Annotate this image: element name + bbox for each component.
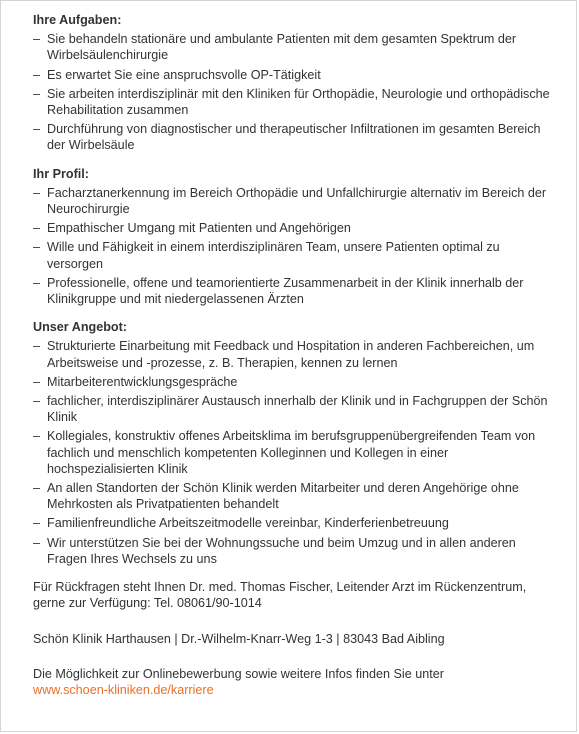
section-heading: Unser Angebot: xyxy=(33,320,127,335)
section-heading: Ihre Aufgaben: xyxy=(33,13,122,27)
apply-text: Die Möglichkeit zur Onlinebewerbung sowie weitere Infos finden Sie unter xyxy=(33,666,444,681)
contact-paragraph: Für Rückfragen steht Ihnen Dr. med. Thomas Fischer, Leitender Arzt im Rückenzentrum, gerne zur Verfügung: Tel. 08061/90-1014 xyxy=(33,580,527,611)
list-item: – Sie behandeln stationäre und ambulante Patienten mit dem gesamten Spektrum der Wirbelsäulenchirurgie xyxy=(33,31,553,63)
list-item: – fachlicher, interdisziplinärer Austausch innerhalb der Klinik und in Fachgruppen der Schön Klinik xyxy=(33,393,553,425)
task-list xyxy=(33,31,553,153)
list-item: – Empathischer Umgang mit Patienten und Angehörigen xyxy=(33,220,553,236)
list-item: – Es erwartet Sie eine anspruchsvolle OP-Tätigkeit xyxy=(33,67,553,83)
list-item: – Mitarbeiterentwicklungsgespräche xyxy=(33,374,553,390)
section-tasks xyxy=(33,12,553,154)
list-item: – Familienfreundliche Arbeitszeitmodelle vereinbar, Kinderferienbetreuung xyxy=(33,515,553,531)
section-offer xyxy=(33,319,553,567)
list-item: – Durchführung von diagnostischer und therapeutischer Infiltrationen im gesamten Bereich der Wirbelsäule xyxy=(33,121,553,153)
apply-paragraph xyxy=(33,666,553,698)
career-link[interactable]: www.schoen-kliniken.de/karriere xyxy=(33,682,214,697)
list-item: – An allen Standorten der Schön Klinik werden Mitarbeiter und deren Angehörige ohne Mehrkosten als Privatpatienten behandelt xyxy=(33,480,553,512)
list-item: – Sie arbeiten interdisziplinär mit den Kliniken für Orthopädie, Neurologie und orthopädische Rehabilitation zusammen xyxy=(33,86,553,118)
list-item: – Wille und Fähigkeit in einem interdisziplinären Team, unsere Patienten optimal zu versorgen xyxy=(33,239,553,271)
list-item: – Facharztanerkennung im Bereich Orthopädie und Unfallchirurgie alternativ im Bereich der Neurochirurgie xyxy=(33,185,553,217)
list-item: – Professionelle, offene und teamorientierte Zusammenarbeit in der Klinik innerhalb der Klinikgruppe und mit niedergelassenen Ärzten xyxy=(33,275,553,307)
list-item: – Wir unterstützen Sie bei der Wohnungssuche und beim Umzug und in allen anderen Fragen Ihres Wechsels zu uns xyxy=(33,535,553,567)
list-item: – Strukturierte Einarbeitung mit Feedback und Hospitation in anderen Fachbereichen, um Arbeitsweise und -prozesse, z. B. Therapien, kennen zu lernen xyxy=(33,338,553,370)
section-heading: Ihr Profil: xyxy=(33,166,89,181)
section-profile xyxy=(33,166,553,308)
address-paragraph: Schön Klinik Harthausen | Dr.-Wilhelm-Knarr-Weg 1-3 | 83043 Bad Aibling xyxy=(33,631,445,646)
list-item: – Kollegiales, konstruktiv offenes Arbeitsklima im berufsgruppenübergreifenden Team von fachlich und menschlich kompetenten Kolleginnen und Kollegen in einer hochspezialisierten Klinik xyxy=(33,428,553,477)
profile-list xyxy=(33,185,553,307)
job-description xyxy=(33,12,553,717)
offer-list xyxy=(33,338,553,567)
